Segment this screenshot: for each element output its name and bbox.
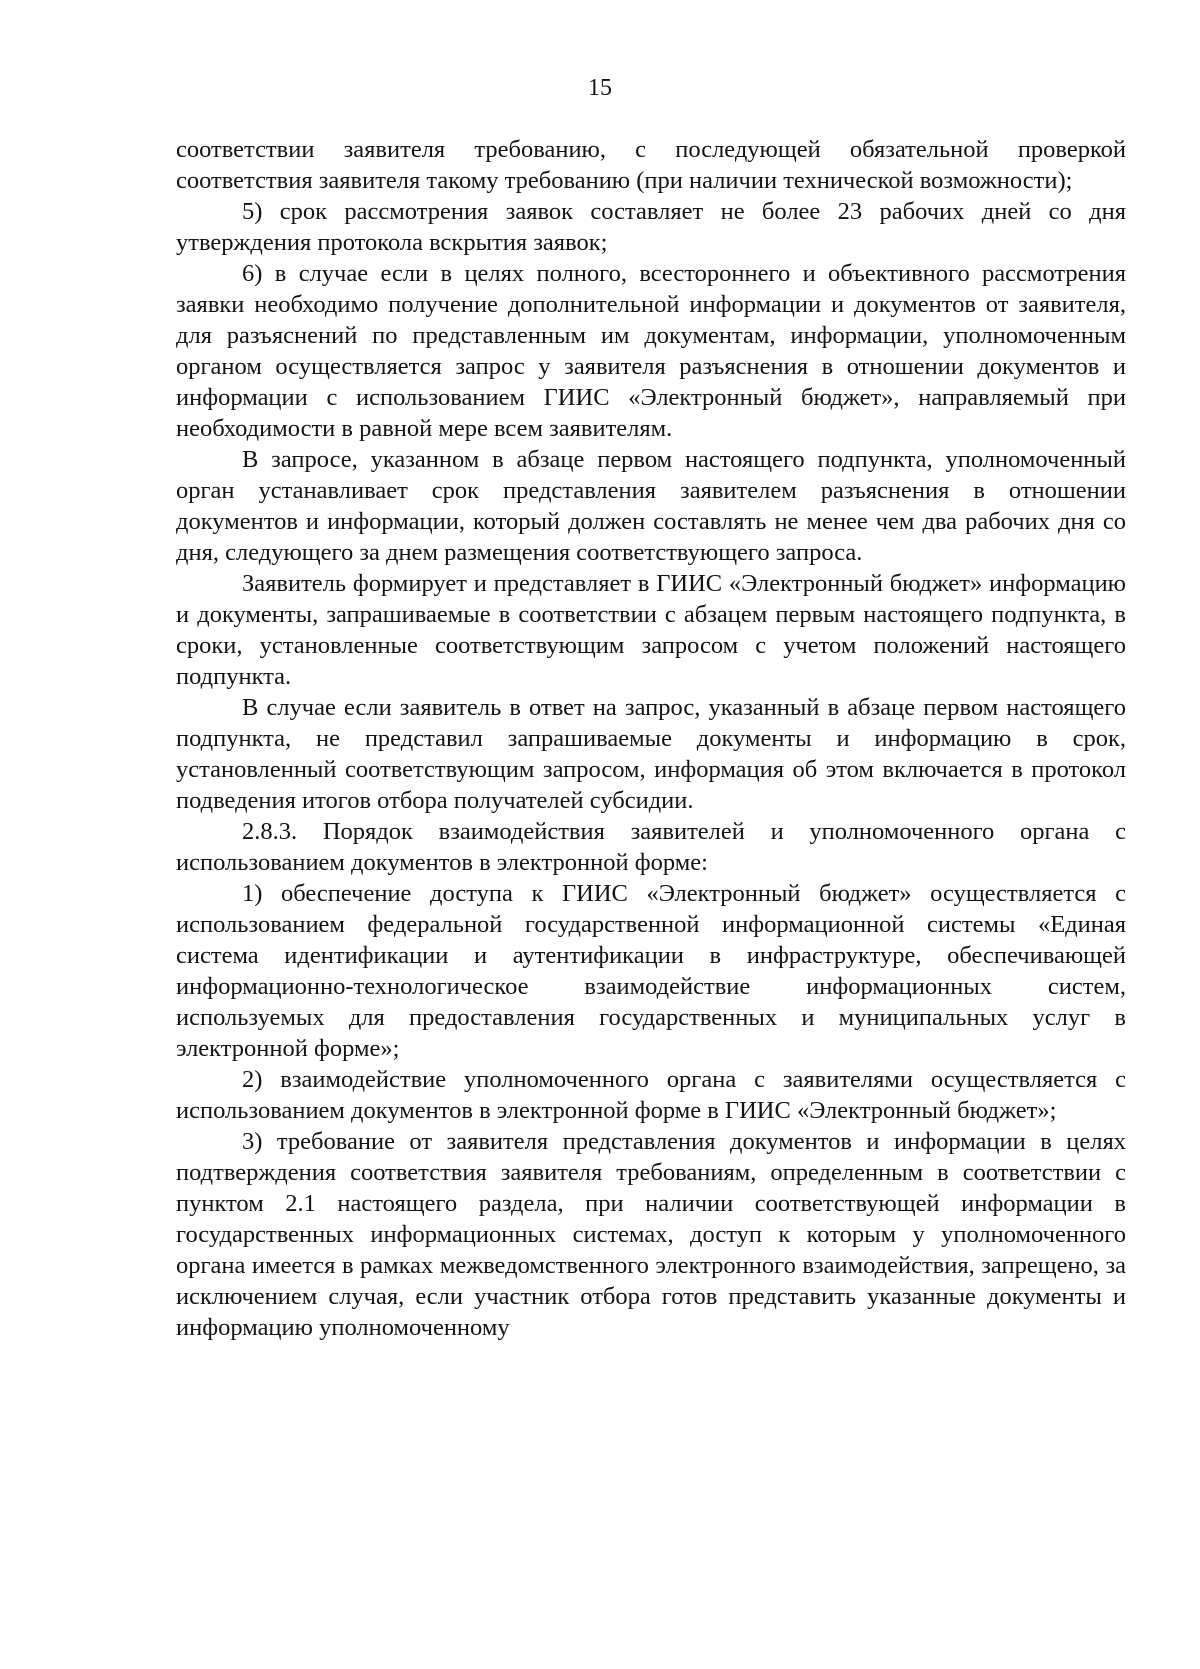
document-body <box>176 134 1126 1343</box>
paragraph-item-1: 1) обеспечение доступа к ГИИС «Электронный бюджет» осуществляется с использованием федеральной государственной информационной системы «Единая система идентификации и аутентификации в инфраструктуре, обеспечивающей информационно-технологическое взаимодействие информационных систем, используемых для предоставления государственных и муниципальных услуг в электронной форме»; <box>176 880 1126 1062</box>
paragraph-item-3: 3) требование от заявителя представления документов и информации в целях подтверждения соответствия заявителя требованиям, определенным в соответствии с пунктом 2.1 настоящего раздела, при наличии соответствующей информации в государственных информационных системах, доступ к которым у уполномоченного органа имеется в рамках межведомственного электронного взаимодействия, запрещено, за исключением случая, если участник отбора готов представить указанные документы и информацию уполномоченному <box>176 1128 1126 1341</box>
page-number: 15 <box>588 75 612 101</box>
paragraph-item-5: 5) срок рассмотрения заявок составляет не более 23 рабочих дней со дня утверждения протокола вскрытия заявок; <box>176 198 1126 256</box>
paragraph-continuation: соответствии заявителя требованию, с последующей обязательной проверкой соответствия заявителя такому требованию (при наличии технической возможности); <box>176 136 1126 194</box>
paragraph-request-deadline: В запросе, указанном в абзаце первом настоящего подпункта, уполномоченный орган устанавливает срок представления заявителем разъяснения в отношении документов и информации, который должен составлять не менее чем два рабочих дня со дня, следующего за днем размещения соответствующего запроса. <box>176 446 1126 566</box>
paragraph-item-2: 2) взаимодействие уполномоченного органа с заявителями осуществляется с использованием документов в электронной форме в ГИИС «Электронный бюджет»; <box>176 1066 1126 1124</box>
paragraph-applicant-submits: Заявитель формирует и представляет в ГИИС «Электронный бюджет» информацию и документы, запрашиваемые в соответствии с абзацем первым настоящего подпункта, в сроки, установленные соответствующим запросом с учетом положений настоящего подпункта. <box>176 570 1126 690</box>
paragraph-section-2-8-3: 2.8.3. Порядок взаимодействия заявителей и уполномоченного органа с использованием документов в электронной форме: <box>176 818 1126 876</box>
paragraph-no-response: В случае если заявитель в ответ на запрос, указанный в абзаце первом настоящего подпункта, не представил запрашиваемые документы и информацию в срок, установленный соответствующим запросом, информация об этом включается в протокол подведения итогов отбора получателей субсидии. <box>176 694 1126 814</box>
paragraph-item-6: 6) в случае если в целях полного, всестороннего и объективного рассмотрения заявки необходимо получение дополнительной информации и документов от заявителя, для разъяснений по представленным им документам, информации, уполномоченным органом осуществляется запрос у заявителя разъяснения в отношении документов и информации с использованием ГИИС «Электронный бюджет», направляемый при необходимости в равной мере всем заявителям. <box>176 260 1126 442</box>
